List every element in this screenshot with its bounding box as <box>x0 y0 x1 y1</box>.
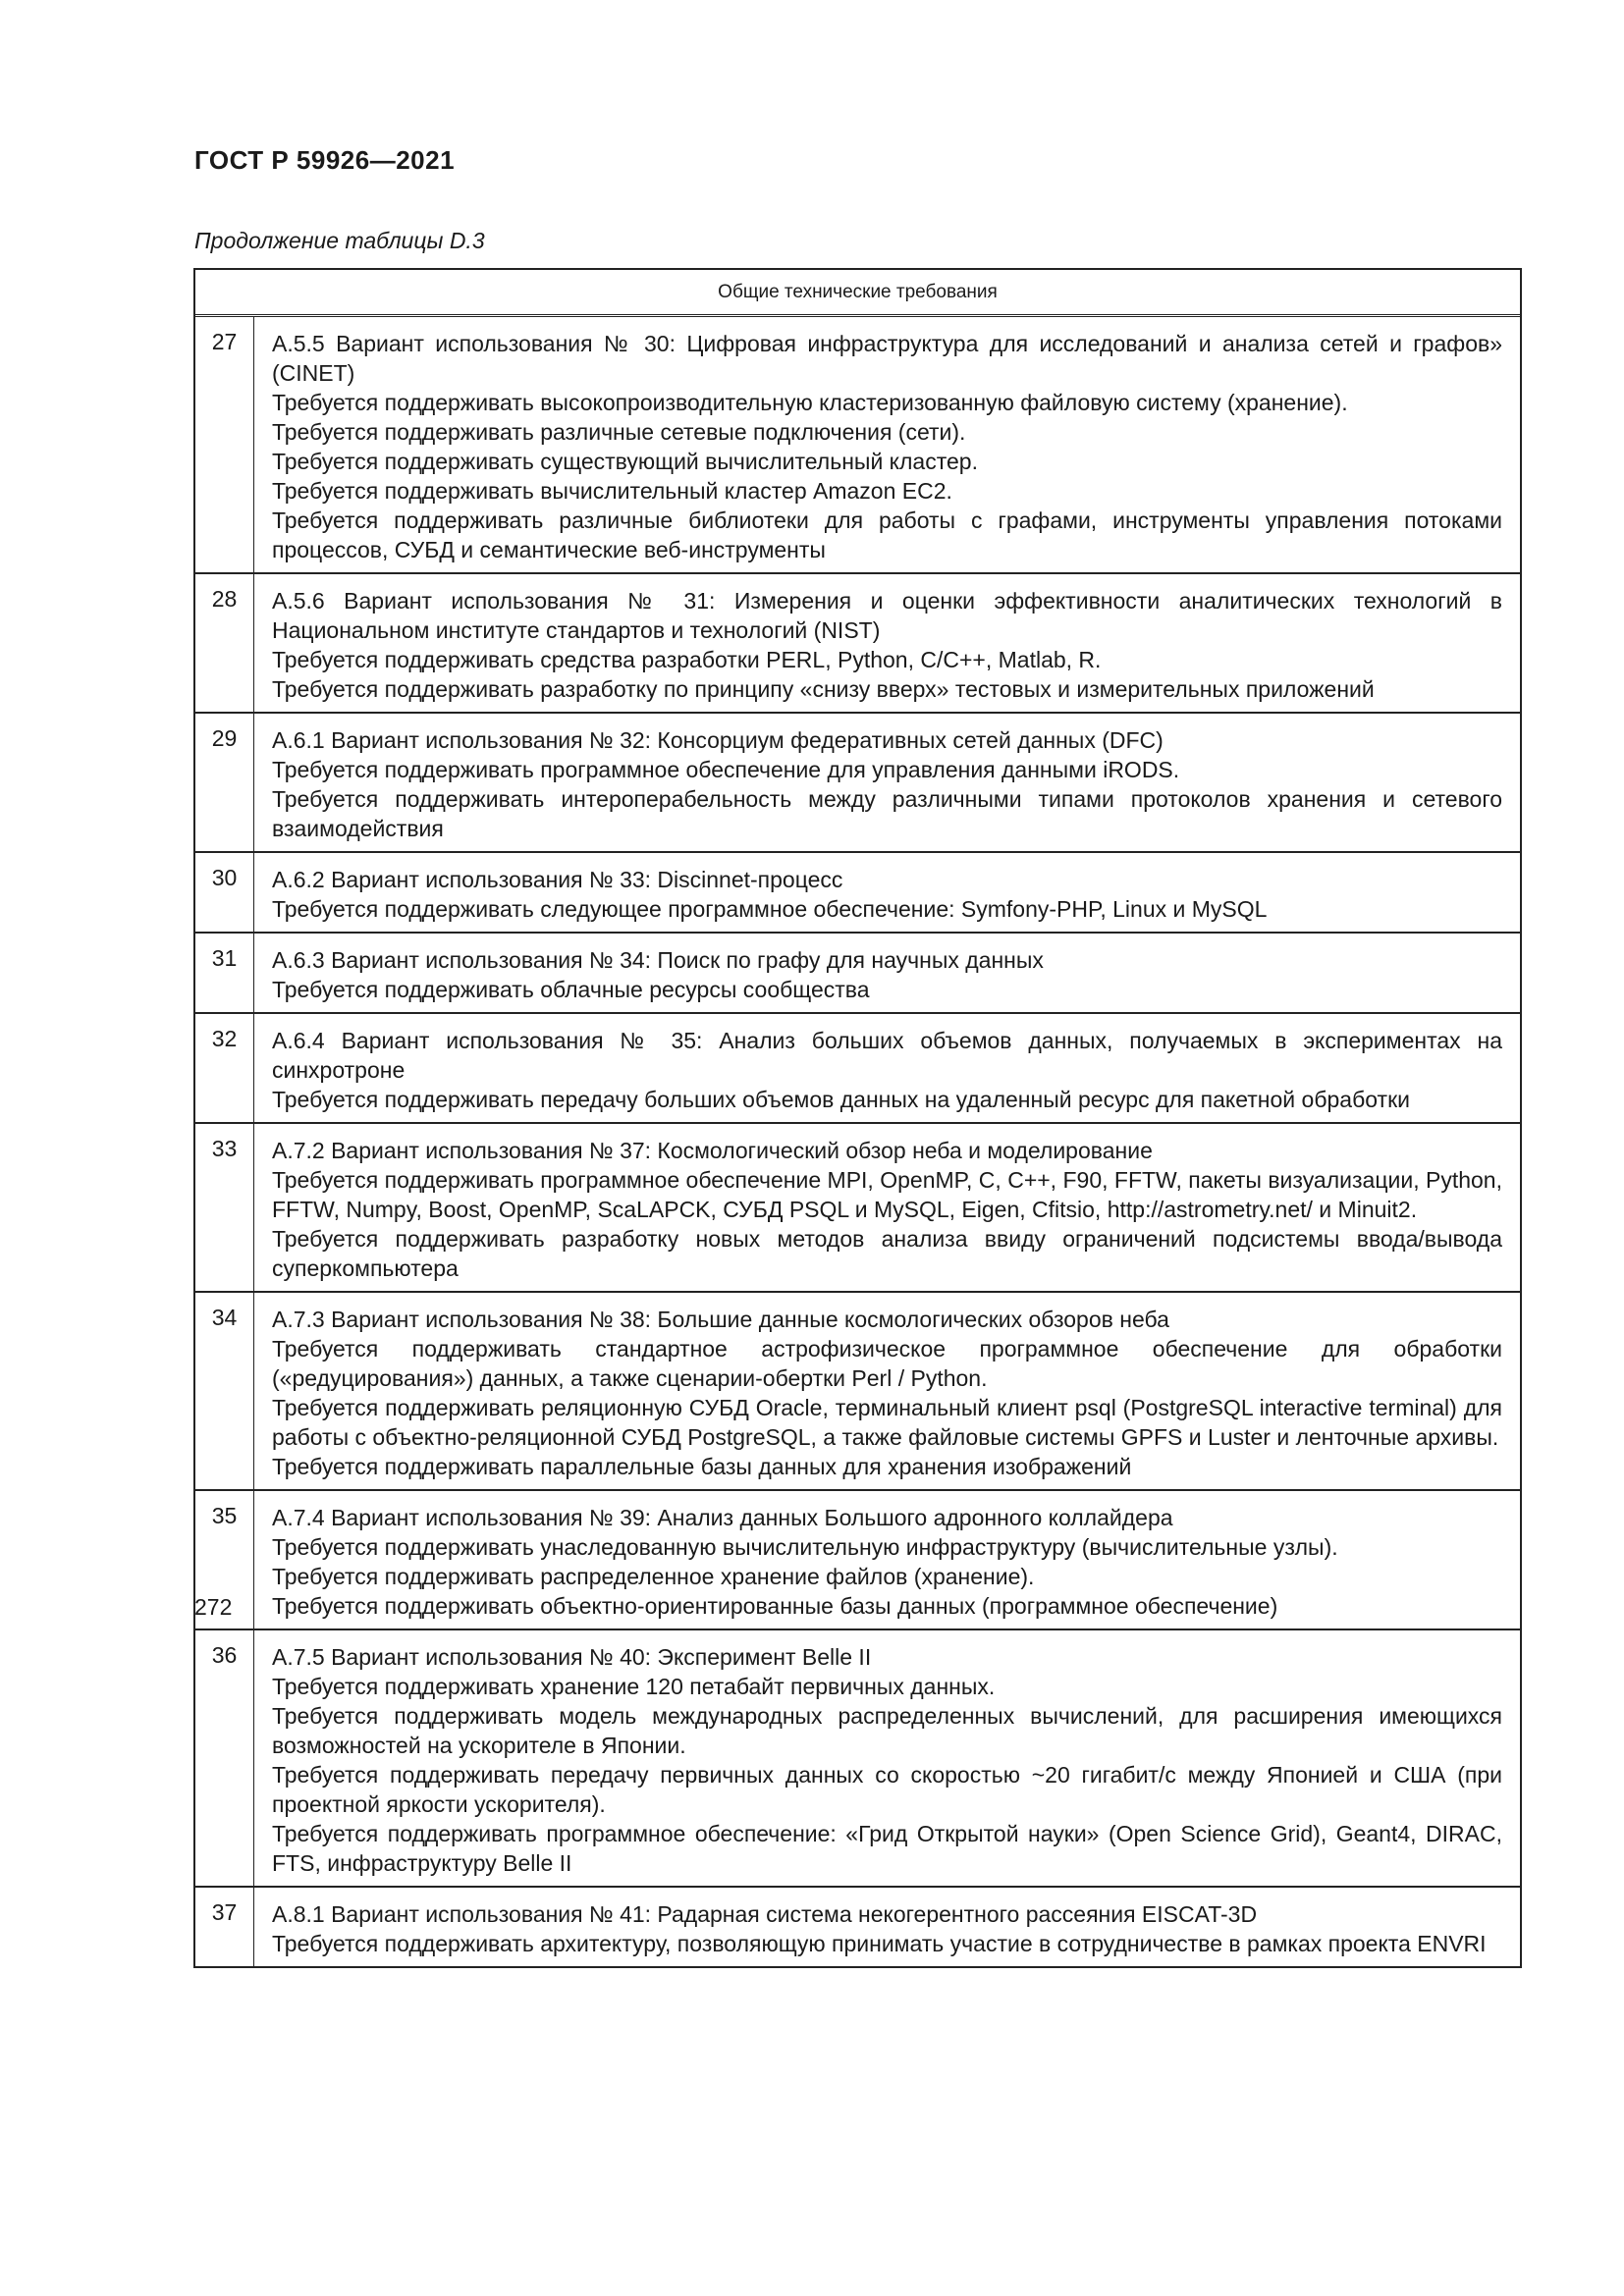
requirement-line: Требуется поддерживать программное обеспечение MPI, OpenMP, C, C++, F90, FFTW, пакеты визуализации, Python, FFTW, Numpy, Boost, OpenMP, ScaLAPCK, СУБД PSQL и MySQL, Eigen, Cfitsio, http://astrometry.net/ и Minuit2. <box>272 1167 1502 1222</box>
row-number: 29 <box>195 714 254 851</box>
requirement-line: Требуется поддерживать вычислительный кластер Amazon EC2. <box>272 478 952 504</box>
row-text <box>254 574 1520 712</box>
table-row <box>195 712 1520 851</box>
table-column-header: Общие технические требования <box>195 270 1520 317</box>
requirement-line: А.6.1 Вариант использования № 32: Консорциум федеративных сетей данных (DFC) <box>272 727 1164 753</box>
requirement-line: А.5.6 Вариант использования № 31: Измерения и оценки эффективности аналитических технологий в Национальном институте стандартов и технологий (NIST) <box>272 588 1502 643</box>
row-number: 35 <box>195 1491 254 1629</box>
requirements-table <box>193 268 1522 1968</box>
requirement-line: Требуется поддерживать распределенное хранение файлов (хранение). <box>272 1564 1035 1589</box>
row-number: 30 <box>195 853 254 932</box>
table-row <box>195 1122 1520 1291</box>
requirement-line: Требуется поддерживать высокопроизводительную кластеризованную файловую систему (хранение). <box>272 390 1348 415</box>
requirement-line: А.6.3 Вариант использования № 34: Поиск по графу для научных данных <box>272 947 1044 973</box>
table-row <box>195 851 1520 932</box>
row-text <box>254 853 1520 932</box>
document-header: ГОСТ Р 59926—2021 <box>194 145 456 175</box>
requirement-line: Требуется поддерживать передачу больших объемов данных на удаленный ресурс для пакетной обработки <box>272 1087 1410 1112</box>
row-number: 33 <box>195 1124 254 1291</box>
requirement-line: Требуется поддерживать программное обеспечение для управления данными iRODS. <box>272 757 1180 782</box>
table-row <box>195 572 1520 712</box>
table-row <box>195 1291 1520 1489</box>
requirement-line: Требуется поддерживать реляционную СУБД Oracle, терминальный клиент psql (PostgreSQL interactive terminal) для работы с объектно-реляционной СУБД PostgreSQL, а также файловые системы GPFS и Luster и ленточные архивы. <box>272 1395 1502 1450</box>
row-number: 32 <box>195 1014 254 1122</box>
requirement-line: Требуется поддерживать разработку новых методов анализа ввиду ограничений подсистемы ввода/вывода суперкомпьютера <box>272 1226 1502 1281</box>
requirement-line: Требуется поддерживать архитектуру, позволяющую принимать участие в сотрудничестве в рамках проекта ENVRI <box>272 1931 1487 1956</box>
requirement-line: Требуется поддерживать интероперабельность между различными типами протоколов хранения и сетевого взаимодействия <box>272 786 1502 841</box>
requirement-line: А.6.4 Вариант использования № 35: Анализ больших объемов данных, получаемых в экспериментах на синхротроне <box>272 1028 1502 1083</box>
requirement-line: А.6.2 Вариант использования № 33: Discinnet-процесс <box>272 867 843 892</box>
requirement-line: Требуется поддерживать стандартное астрофизическое программное обеспечение для обработки («редуцирования») данных, а также сценарии-обертки Perl / Python. <box>272 1336 1502 1391</box>
requirement-line: Требуется поддерживать следующее программное обеспечение: Symfony-PHP, Linux и MySQL <box>272 896 1268 922</box>
requirement-line: А.7.2 Вариант использования № 37: Космологический обзор неба и моделирование <box>272 1138 1153 1163</box>
row-number: 37 <box>195 1888 254 1966</box>
requirement-line: А.7.5 Вариант использования № 40: Эксперимент Belle II <box>272 1644 872 1670</box>
table-caption: Продолжение таблицы D.3 <box>194 228 485 253</box>
row-number: 31 <box>195 934 254 1012</box>
row-text <box>254 1124 1520 1291</box>
requirement-line: Требуется поддерживать хранение 120 петабайт первичных данных. <box>272 1674 996 1699</box>
row-number: 27 <box>195 317 254 572</box>
row-text <box>254 1888 1520 1966</box>
row-text <box>254 1630 1520 1886</box>
row-text <box>254 1491 1520 1629</box>
table-row <box>195 1886 1520 1966</box>
row-number: 36 <box>195 1630 254 1886</box>
requirement-line: Требуется поддерживать программное обеспечение: «Грид Открытой науки» (Open Science Grid), Geant4, DIRAC, FTS, инфраструктуру Belle II <box>272 1821 1502 1876</box>
row-text <box>254 1014 1520 1122</box>
row-text <box>254 317 1520 572</box>
requirement-line: Требуется поддерживать различные библиотеки для работы с графами, инструменты управления потоками процессов, СУБД и семантические веб-инструменты <box>272 507 1502 562</box>
requirement-line: Требуется поддерживать средства разработки PERL, Python, C/C++, Matlab, R. <box>272 647 1102 672</box>
table-row <box>195 1012 1520 1122</box>
table-body <box>195 317 1520 1966</box>
table-row <box>195 1489 1520 1629</box>
requirement-line: Требуется поддерживать унаследованную вычислительную инфраструктуру (вычислительные узлы). <box>272 1534 1338 1560</box>
requirement-line: Требуется поддерживать параллельные базы данных для хранения изображений <box>272 1454 1132 1479</box>
row-text <box>254 934 1520 1012</box>
requirement-line: А.7.3 Вариант использования № 38: Большие данные космологических обзоров неба <box>272 1307 1169 1332</box>
row-number: 34 <box>195 1293 254 1489</box>
table-row <box>195 317 1520 572</box>
requirement-line: Требуется поддерживать передачу первичных данных со скоростью ~20 гигабит/с между Японией и США (при проектной яркости ускорителя). <box>272 1762 1502 1817</box>
page-number: 272 <box>194 1594 233 1620</box>
table-row <box>195 932 1520 1012</box>
row-text <box>254 1293 1520 1489</box>
requirement-line: Требуется поддерживать объектно-ориентированные базы данных (программное обеспечение) <box>272 1593 1278 1619</box>
row-text <box>254 714 1520 851</box>
requirement-line: Требуется поддерживать различные сетевые подключения (сети). <box>272 419 966 445</box>
table-row <box>195 1629 1520 1886</box>
row-number: 28 <box>195 574 254 712</box>
requirement-line: Требуется поддерживать модель международных распределенных вычислений, для расширения имеющихся возможностей на ускорителе в Японии. <box>272 1703 1502 1758</box>
requirement-line: А.5.5 Вариант использования № 30: Цифровая инфраструктура для исследований и анализа сетей и графов» (CINET) <box>272 331 1502 386</box>
requirement-line: А.7.4 Вариант использования № 39: Анализ данных Большого адронного коллайдера <box>272 1505 1173 1530</box>
requirement-line: Требуется поддерживать существующий вычислительный кластер. <box>272 449 978 474</box>
requirement-line: А.8.1 Вариант использования № 41: Радарная система некогерентного рассеяния EISCAT-3D <box>272 1901 1258 1927</box>
requirement-line: Требуется поддерживать облачные ресурсы сообщества <box>272 977 870 1002</box>
requirement-line: Требуется поддерживать разработку по принципу «снизу вверх» тестовых и измерительных приложений <box>272 676 1375 702</box>
